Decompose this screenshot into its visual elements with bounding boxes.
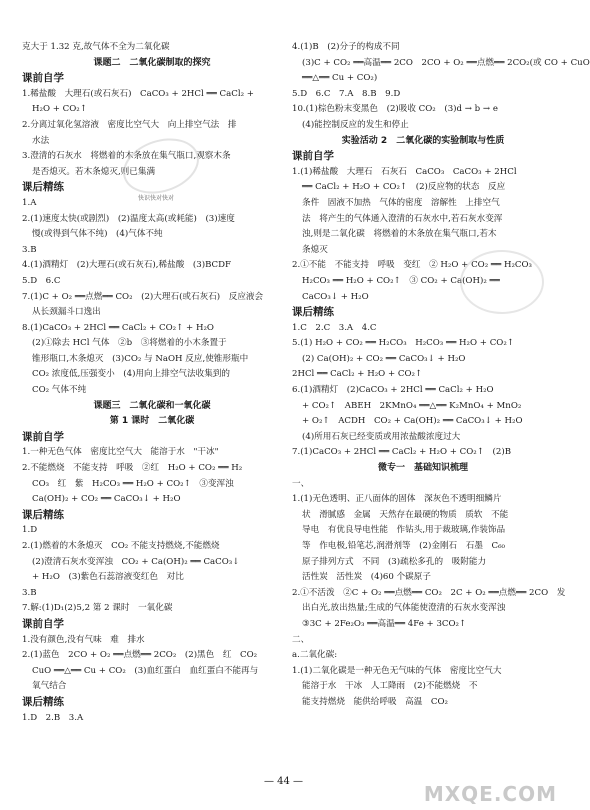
left-text-line: (2)①除去 HCl 气体 ②b ③将燃着的小木条置于 [32,338,227,349]
right-text-line: 一、 [292,478,310,489]
left-text-line: 2.分离过氧化氢溶液 密度比空气大 向上排空气法 排 [22,119,237,130]
left-text-line: 课前自学 [22,617,64,630]
right-text-line: 课前自学 [292,150,334,163]
left-text-line: 锥形瓶口,木条熄灭 (3)CO₂ 与 NaOH 反应,使锥形瓶中 [32,353,249,364]
left-text-line: 1.D [22,525,38,536]
right-text-line: 导电 有优良导电性能 作钻头,用于裁玻璃,作装饰品 [302,525,506,536]
left-text-line: 1.D 2.B 3.A [22,712,84,723]
right-text-line: ③3C + 2Fe₂O₃ ══高温══ 4Fe + 3CO₂↑ [302,618,467,629]
left-text-line: 课题三 二氧化碳和一氧化碳 [93,400,211,411]
left-text-line: 克大于 1.32 克,故气体不全为二氧化碳 [22,42,170,52]
left-text-line: (2)澄清石灰水变浑浊 CO₂ + Ca(OH)₂ ══ CaCO₃↓ [32,556,240,567]
right-text-line: 活性炭 活性炭 (4)60 个碳原子 [302,572,431,583]
left-text-line: 第 1 课时 二氧化碳 [109,416,195,427]
right-text-line: 5.D 6.C 7.A 8.B 9.D [292,88,401,99]
left-text-line: 1.稀盐酸 大理石(或石灰石) CaCO₃ + 2HCl ══ CaCl₂ + [22,88,254,99]
left-text-line: 从长颈漏斗口逸出 [32,307,101,318]
page-number: — 44 — [263,776,304,787]
right-text-line: 条件 固液不加热 气体的密度 溶解性 上排空气 [302,197,500,208]
right-text-line: 法 将产生的气体通入澄清的石灰水中,若石灰水变浑 [302,213,503,224]
right-text-line: 4.(1)B (2)分子的构成不同 [292,42,400,52]
right-text-line: 10.(1)棕色粉末变黑色 (2)吸收 CO₂ (3)d → b → e [292,104,498,115]
left-text-line: CO₂ 浓度低,压强变小 (4)用向上排空气法收集到的 [32,369,230,380]
right-text-line: 5.(1) H₂O + CO₂ ══ H₂CO₃ H₂CO₃ ══ H₂O + CO₂↑ [292,338,514,349]
left-text-line: 课题二 二氧化碳制取的探究 [93,57,211,68]
left-text-line: 1.没有颜色,没有气味 难 排水 [22,634,145,645]
right-text-line: 1.(1)无色透明、正八面体的固体 深灰色不透明细鳞片 [292,494,502,505]
left-text-line: 3.B [22,244,37,255]
right-text-line: 出白光,放出热量;生成的气体能使澄清的石灰水变浑浊 [302,603,506,614]
right-text-line: 能溶于水 干冰 人工降雨 (2)不能燃烧 不 [302,681,478,692]
right-text-line: 等 作电极,铅笔芯,润滑剂等 (2)金刚石 石墨 C₆₀ [302,541,505,551]
left-text-line: 1.一种无色气体 密度比空气大 能溶于水 "干冰" [22,447,219,458]
left-text-line: 课前自学 [22,72,64,85]
left-text-line: CO₂ 气体不纯 [32,385,87,396]
left-text-line: 7.(1)C + O₂ ══点燃══ CO₂ (2)大理石(或石灰石) 反应液会 [22,291,264,302]
right-text-line: a.二氧化碳: [292,650,338,661]
right-text-line: 二、 [292,634,310,645]
watermark-stamp-right [460,250,544,314]
left-text-line: 2.(1)速度太快(或剧烈) (2)温度太高(或耗能) (3)速度 [22,213,235,224]
right-column [292,40,590,711]
site-watermark: MXQE.COM [423,782,557,806]
left-text-line: 课后精练 [22,508,64,521]
left-text-line: 2.(1)燃着的木条熄灭 CO₂ 不能支持燃烧,不能燃烧 [22,541,220,551]
right-text-line: ══ CaCl₂ + H₂O + CO₂↑ (2)反应物的状态 反应 [302,182,506,193]
right-text-line: (4)所用石灰已经变质或用浓盐酸浓度过大 [302,431,461,442]
left-text-line: CuO ══△══ Cu + CO₂ (3)血红蛋白 血红蛋白不能再与 [32,665,259,676]
right-text-line: 浊,则是二氧化碳 将燃着的木条放在集气瓶口,若木 [302,229,497,240]
right-text-line: 2.①不能 不能支持 呼吸 变红 ② H₂O + CO₂ ══ H₂CO₃ [292,260,532,271]
left-text-line: 2.不能燃烧 不能支持 呼吸 ②红 H₂O + CO₂ ══ H₂ [22,463,243,474]
stamp-label: 快识快对快对 [138,195,175,202]
left-text-line: 慢(或得到气体不纯) (4)气体不纯 [32,229,163,240]
left-text-line: 4.(1)酒精灯 (2)大理石(或石灰石),稀盐酸 (3)BCDF [22,260,231,271]
left-text-line: 2.(1)蓝色 2CO + O₂ ══点燃══ 2CO₂ (2)黑色 红 CO₂ [22,650,258,661]
left-text-line: 氧气结合 [32,681,67,692]
left-text-line: 3.B [22,587,37,598]
right-text-line: 能支持燃烧 能供给呼吸 高温 CO₂ [302,696,448,707]
right-text-line: 7.(1)CaCO₃ + 2HCl ══ CaCl₂ + H₂O + CO₂↑ (2)B [292,447,512,458]
right-text-line: (3)C + CO₂ ══高温══ 2CO 2CO + O₂ ══点燃══ 2CO₂(或 CO + CuO [302,57,590,68]
left-text-line: 7.解:(1)D₁(2)5,2 第 2 课时 一氧化碳 [22,603,173,614]
right-text-line: ══△══ Cu + CO₂) [302,73,378,84]
right-text-line: 1.(1)二氧化碳是一种无色无气味的气体 密度比空气大 [292,665,502,676]
right-text-line: 实验活动 2 二氧化碳的实验制取与性质 [341,135,505,146]
right-text-line: 状 滑腻感 金属 天然存在最硬的物质 质软 不能 [302,509,509,520]
right-text-line: H₂CO₃ ══ H₂O + CO₂↑ ③ CO₂ + Ca(OH)₂ ══ [302,275,500,286]
left-text-line: 是否熄灭。若木条熄灭,则已集满 [32,166,156,177]
left-text-line: 3.澄清的石灰水 将燃着的木条放在集气瓶口,观察木条 [22,151,231,162]
right-text-line: 2HCl ══ CaCl₂ + H₂O + CO₂↑ [292,369,423,380]
right-text-line: + CO₂↑ ABEH 2KMnO₄ ══△══ K₂MnO₄ + MnO₂ [302,400,522,411]
left-text-line: 课前自学 [22,430,64,443]
right-text-line: + O₂↑ ACDH CO₂ + Ca(OH)₂ ══ CaCO₃↓ + H₂O [302,416,523,427]
left-text-line: + H₂O (3)紫色石蕊溶液变红色 对比 [32,572,184,583]
right-text-line: (4)能控制反应的发生和停止 [302,119,409,130]
right-text-line: 2.①不活泼 ②C + O₂ ══点燃══ CO₂ 2C + O₂ ══点燃══ 2CO 发 [292,587,566,598]
left-text-line: CO₃ 红 紫 H₂CO₃ ══ H₂O + CO₂↑ ③变浑浊 [32,478,234,489]
right-text-line: 6.(1)酒精灯 (2)CaCO₃ + 2HCl ══ CaCl₂ + H₂O [292,385,494,396]
right-text-line: (2) Ca(OH)₂ + CO₂ ══ CaCO₃↓ + H₂O [302,353,466,364]
left-text-line: H₂O + CO₂↑ [32,104,87,115]
right-text-line: CaCO₃↓ + H₂O [302,291,369,302]
right-text-line: 原子排列方式 不同 (3)疏松多孔的 吸附能力 [302,556,487,567]
right-text-line: 1.C 2.C 3.A 4.C [292,322,377,333]
left-text-line: 5.D 6.C [22,275,61,286]
left-text-line: 课后精练 [22,181,64,194]
right-text-line: 1.(1)稀盐酸 大理石 石灰石 CaCO₃ CaCO₃ + 2HCl [292,166,517,177]
left-text-line: 8.(1)CaCO₃ + 2HCl ══ CaCl₂ + CO₂↑ + H₂O [22,322,214,333]
right-text-line: 微专一 基础知识梳理 [377,463,468,474]
left-text-line: 课后精练 [22,695,64,708]
right-text-line: 课后精练 [292,306,334,319]
right-text-line: 条熄灭 [302,244,328,255]
left-text-line: Ca(OH)₂ + CO₂ ══ CaCO₃↓ + H₂O [32,494,181,505]
left-text-line: 1.A [22,197,37,208]
left-text-line: 水法 [32,135,50,146]
